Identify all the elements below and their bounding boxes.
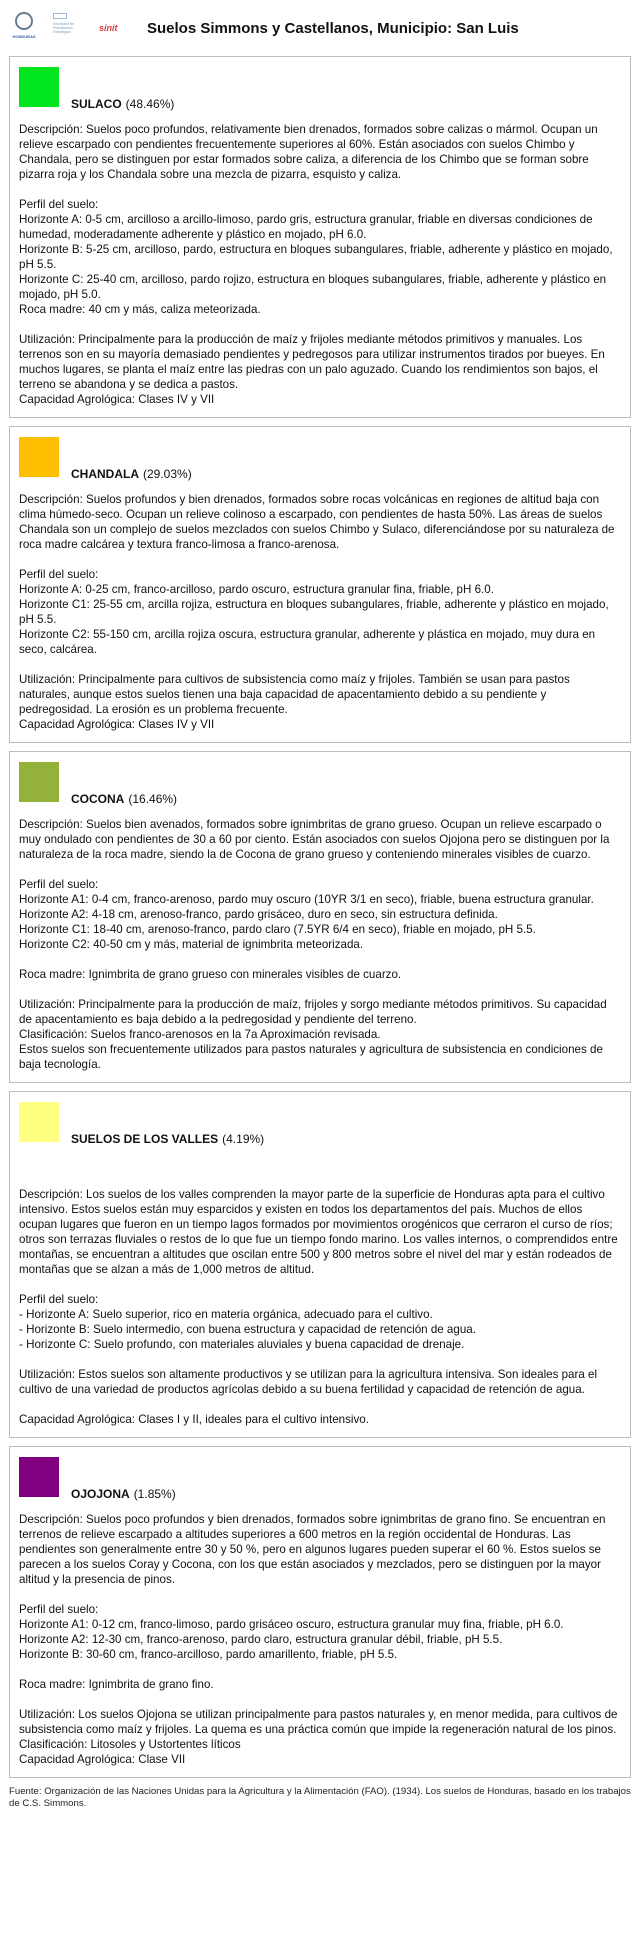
- soil-color-swatch: [19, 1457, 59, 1497]
- paragraph-line: - Horizonte B: Suelo intermedio, con buena estructura y capacidad de retención de agua.: [19, 1323, 476, 1336]
- soil-card: [9, 1091, 631, 1438]
- soil-paragraph: [19, 332, 622, 407]
- paragraph-line: Utilización: Principalmente para la producción de maíz, frijoles y sorgo mediante métodos primitivos. Su capacidad de apacentamiento es baja debido a la pedregosidad y pendiente del terreno.: [19, 998, 607, 1026]
- paragraph-line: Clasificación: Suelos franco-arenosos en la 7a Aproximación revisada.: [19, 1028, 381, 1041]
- soil-card: [9, 751, 631, 1083]
- logos: [9, 8, 139, 48]
- secretaria-logo: [53, 13, 89, 43]
- paragraph-line: Perfil del suelo:: [19, 878, 99, 891]
- soil-name: COCONA: [71, 792, 125, 806]
- paragraph-line: Perfil del suelo:: [19, 198, 99, 211]
- soil-paragraph: [19, 1157, 622, 1172]
- soil-list: [9, 56, 631, 1778]
- paragraph-line: Horizonte A1: 0-4 cm, franco-arenoso, pardo muy oscuro (10YR 3/1 en seco), friable, buena estructura granular.: [19, 893, 594, 906]
- soil-card: [9, 426, 631, 743]
- soil-percent: (48.46%): [125, 97, 175, 111]
- soil-paragraph: [19, 1292, 622, 1352]
- soil-paragraph: [19, 817, 622, 862]
- logo-honduras-text: HONDURAS: [12, 34, 36, 39]
- logo-secretaria-text: Secretaría de Planificación Estratégica: [53, 22, 75, 34]
- soil-name: CHANDALA: [71, 467, 139, 481]
- paragraph-line: Horizonte B: 5-25 cm, arcilloso, pardo, estructura en bloques subangulares, friable, adherente y plástico en mojado, pH 5.5.: [19, 243, 613, 271]
- paragraph-line: Descripción: Suelos poco profundos y bien drenados, formados sobre ignimbritas de grano fino. Se encuentran en terrenos de relieve escarpado a altitudes superiores a 600 metros en la región occidental de Honduras. Las pendientes son generalmente entre 30 y 50 %, pero en algunos lugares pueden superar el 60 %. Estos suelos se parecen a los suelos Coray y Cocona, con los que están asociados y mezclados, pero se distinguen por la mayor altitud y la presencia de pinos.: [19, 1513, 606, 1586]
- soil-paragraph: [19, 197, 622, 317]
- paragraph-line: Horizonte C1: 25-55 cm, arcilla rojiza, estructura en bloques subangulares, friable, adherente y plástico en mojado, pH 5.5.: [19, 598, 609, 626]
- paragraph-line: Utilización: Estos suelos son altamente productivos y se utilizan para la agricultura intensiva. Son ideales para el cultivo de una variedad de productos agrícolas debido a su buena fertilidad y capacidad de retención de agua.: [19, 1368, 598, 1396]
- paragraph-line: - Horizonte A: Suelo superior, rico en materia orgánica, adecuado para el cultivo.: [19, 1308, 433, 1321]
- soil-paragraph: [19, 1412, 622, 1427]
- paragraph-line: Utilización: Principalmente para la producción de maíz y frijoles mediante métodos primitivos y manuales. Los terrenos son en su mayoría demasiado pendientes y pedregosos para utilizar instrumentos tirados por bueyes. En muchos lugares, se planta el maíz entre las piedras con un palo aguzado. Cuando los rendimientos son bajos, el terreno se abandona y se dedica a pastos.: [19, 333, 605, 391]
- paragraph-line: Estos suelos son frecuentemente utilizados para pastos naturales y agricultura de subsistencia en condiciones de baja tecnología.: [19, 1043, 603, 1071]
- paragraph-line: - Horizonte C: Suelo profundo, con materiales aluviales y buena capacidad de drenaje.: [19, 1338, 465, 1351]
- soil-name: OJOJONA: [71, 1487, 130, 1501]
- sinit-logo: sinit: [99, 22, 118, 33]
- paragraph-line: Horizonte A1: 0-12 cm, franco-limoso, pardo grisáceo oscuro, estructura granular muy fina, friable, pH 6.0.: [19, 1618, 564, 1631]
- paragraph-line: [19, 1157, 622, 1172]
- soil-card-header: [19, 1100, 622, 1146]
- soil-paragraph: [19, 672, 622, 732]
- soil-card: [9, 56, 631, 418]
- paragraph-line: Descripción: Suelos profundos y bien drenados, formados sobre rocas volcánicas en regiones de altitud baja con clima húmedo-seco. Ocupan un relieve colinoso a escarpado, con pendientes de hasta 50%. Las áreas de suelos Chandala son un complejo de suelos mezclados con suelos Chimbo y Sulaco, diferenciándose por su naturaleza de roca madre calcárea y textura franco-limosa a franco-arenosa.: [19, 493, 615, 551]
- paragraph-line: Capacidad Agrológica: Clase VII: [19, 1753, 186, 1766]
- header: [9, 0, 631, 56]
- soil-paragraph: [19, 1707, 622, 1767]
- soil-paragraph: [19, 1602, 622, 1662]
- soil-paragraph: [19, 492, 622, 552]
- paragraph-line: Perfil del suelo:: [19, 1293, 99, 1306]
- paragraph-line: Roca madre: Ignimbrita de grano grueso con minerales visibles de cuarzo.: [19, 968, 402, 981]
- soil-paragraph: [19, 967, 622, 982]
- paragraph-line: Capacidad Agrológica: Clases IV y VII: [19, 718, 215, 731]
- paragraph-line: Utilización: Principalmente para cultivos de subsistencia como maíz y frijoles. También se usan para pastos naturales, aunque estos suelos tienen una baja capacidad de apacentamiento debido a su pendiente y pedregosidad. La erosión es un problema frecuente.: [19, 673, 570, 716]
- paragraph-line: Roca madre: Ignimbrita de grano fino.: [19, 1678, 214, 1691]
- soil-paragraph: [19, 877, 622, 952]
- paragraph-line: Horizonte C1: 18-40 cm, arenoso-franco, pardo claro (7.5YR 6/4 en seco), friable en mojado, pH 5.5.: [19, 923, 536, 936]
- soil-paragraph: [19, 997, 622, 1072]
- soil-paragraph: [19, 1187, 622, 1277]
- soil-card: [9, 1446, 631, 1778]
- paragraph-line: Perfil del suelo:: [19, 568, 99, 581]
- source-footer: Fuente: Organización de las Naciones Unidas para la Agricultura y la Alimentación (FAO). (1934). Los suelos de Honduras, basado en los trabajos de C.S. Simmons.: [9, 1786, 631, 1809]
- soil-percent: (29.03%): [143, 467, 192, 481]
- page-title: Suelos Simmons y Castellanos, Municipio: San Luis: [147, 19, 519, 37]
- paragraph-line: Horizonte A2: 12-30 cm, franco-arenoso, pardo claro, estructura granular débil, friable, pH 5.5.: [19, 1633, 503, 1646]
- paragraph-line: Descripción: Suelos poco profundos, relativamente bien drenados, formados sobre calizas o mármol. Ocupan un relieve escarpado con pendientes frecuentemente superiores al 60%. Están asociados con suelos Chimbo y Chandala, pero se distinguen por estar formados sobre caliza, a diferencia de los Chimbo que se forman sobre pizarra roja y los Chandala sobre una mezcla de pizarra, esquisto y caliza.: [19, 123, 598, 181]
- paragraph-line: Capacidad Agrológica: Clases IV y VII: [19, 393, 215, 406]
- soil-paragraph: [19, 122, 622, 182]
- soil-paragraph: [19, 1677, 622, 1692]
- soil-percent: (1.85%): [133, 1487, 176, 1501]
- soil-paragraph: [19, 567, 622, 657]
- soil-color-swatch: [19, 67, 59, 107]
- paragraph-line: Perfil del suelo:: [19, 1603, 99, 1616]
- soil-paragraph: [19, 1512, 622, 1587]
- soil-color-swatch: [19, 437, 59, 477]
- paragraph-line: Roca madre: 40 cm y más, caliza meteorizada.: [19, 303, 261, 316]
- soil-color-swatch: [19, 762, 59, 802]
- paragraph-line: Horizonte A2: 4-18 cm, arenoso-franco, pardo grisáceo, duro en seco, sin estructura definida.: [19, 908, 498, 921]
- soil-color-swatch: [19, 1102, 59, 1142]
- soil-name: SUELOS DE LOS VALLES: [71, 1132, 219, 1146]
- paragraph-line: Descripción: Suelos bien avenados, formados sobre ignimbritas de grano grueso. Ocupan un relieve escarpado o muy ondulado con pendientes de 30 a 60 por ciento. Están asociados con suelos Ojojona pero se distinguen por la naturaleza de la roca madre, siendo la de Cocona de grano grueso y conteniendo minerales visibles de cuarzo.: [19, 818, 610, 861]
- paragraph-line: Utilización: Los suelos Ojojona se utilizan principalmente para pastos naturales y, en menor medida, para cultivos de subsistencia como maíz y frijoles. La quema es una práctica común que impide la regeneración natural de los pinos.: [19, 1708, 618, 1736]
- soil-name: SULACO: [71, 97, 122, 111]
- soil-card-header: [19, 65, 622, 111]
- soil-card-header: [19, 435, 622, 481]
- soil-card-header: [19, 1455, 622, 1501]
- soil-paragraph: [19, 1367, 622, 1397]
- paragraph-line: Horizonte A: 0-5 cm, arcilloso a arcillo-limoso, pardo gris, estructura granular, friable en diversas condiciones de humedad, moderadamente adherente y plástico en mojado, pH 6.0.: [19, 213, 593, 241]
- soil-percent: (4.19%): [222, 1132, 265, 1146]
- paragraph-line: Clasificación: Litosoles y Ustortentes líticos: [19, 1738, 241, 1751]
- paragraph-line: Horizonte B: 30-60 cm, franco-arcilloso, pardo amarillento, friable, pH 5.5.: [19, 1648, 398, 1661]
- paragraph-line: Capacidad Agrológica: Clases I y II, ideales para el cultivo intensivo.: [19, 1413, 369, 1426]
- paragraph-line: Horizonte C2: 55-150 cm, arcilla rojiza oscura, estructura granular, adherente y plástica en mojado, muy dura en seco, calcárea.: [19, 628, 596, 656]
- paragraph-line: Horizonte A: 0-25 cm, franco-arcilloso, pardo oscuro, estructura granular fina, friable, pH 6.0.: [19, 583, 494, 596]
- paragraph-line: Horizonte C: 25-40 cm, arcilloso, pardo rojizo, estructura en bloques subangulares, friable, adherente y plástico en mojado, pH 5.0.: [19, 273, 607, 301]
- soil-card-header: [19, 760, 622, 806]
- honduras-seal-logo: [9, 10, 39, 46]
- paragraph-line: Descripción: Los suelos de los valles comprenden la mayor parte de la superficie de Honduras apta para el cultivo intensivo. Estos suelos están muy esparcidos y existen en todos los departamentos del país. Muchos de ellos ocupan lugares que fueron en un tiempo lagos formados por movimientos orogénicos que cerraron el curso de ríos; otros son terrazas fluviales o restos de lo que fue un tiempo fondo marino. Los valles internos, o comprendidos entre montañas, se encuentran a altitudes que oscilan entre 500 y 800 metros sobre el nivel del mar y están rodeados de montañas que se alzan a más de 1,000 metros de altitud.: [19, 1188, 618, 1276]
- soil-percent: (16.46%): [128, 792, 178, 806]
- paragraph-line: Horizonte C2: 40-50 cm y más, material de ignimbrita meteorizada.: [19, 938, 364, 951]
